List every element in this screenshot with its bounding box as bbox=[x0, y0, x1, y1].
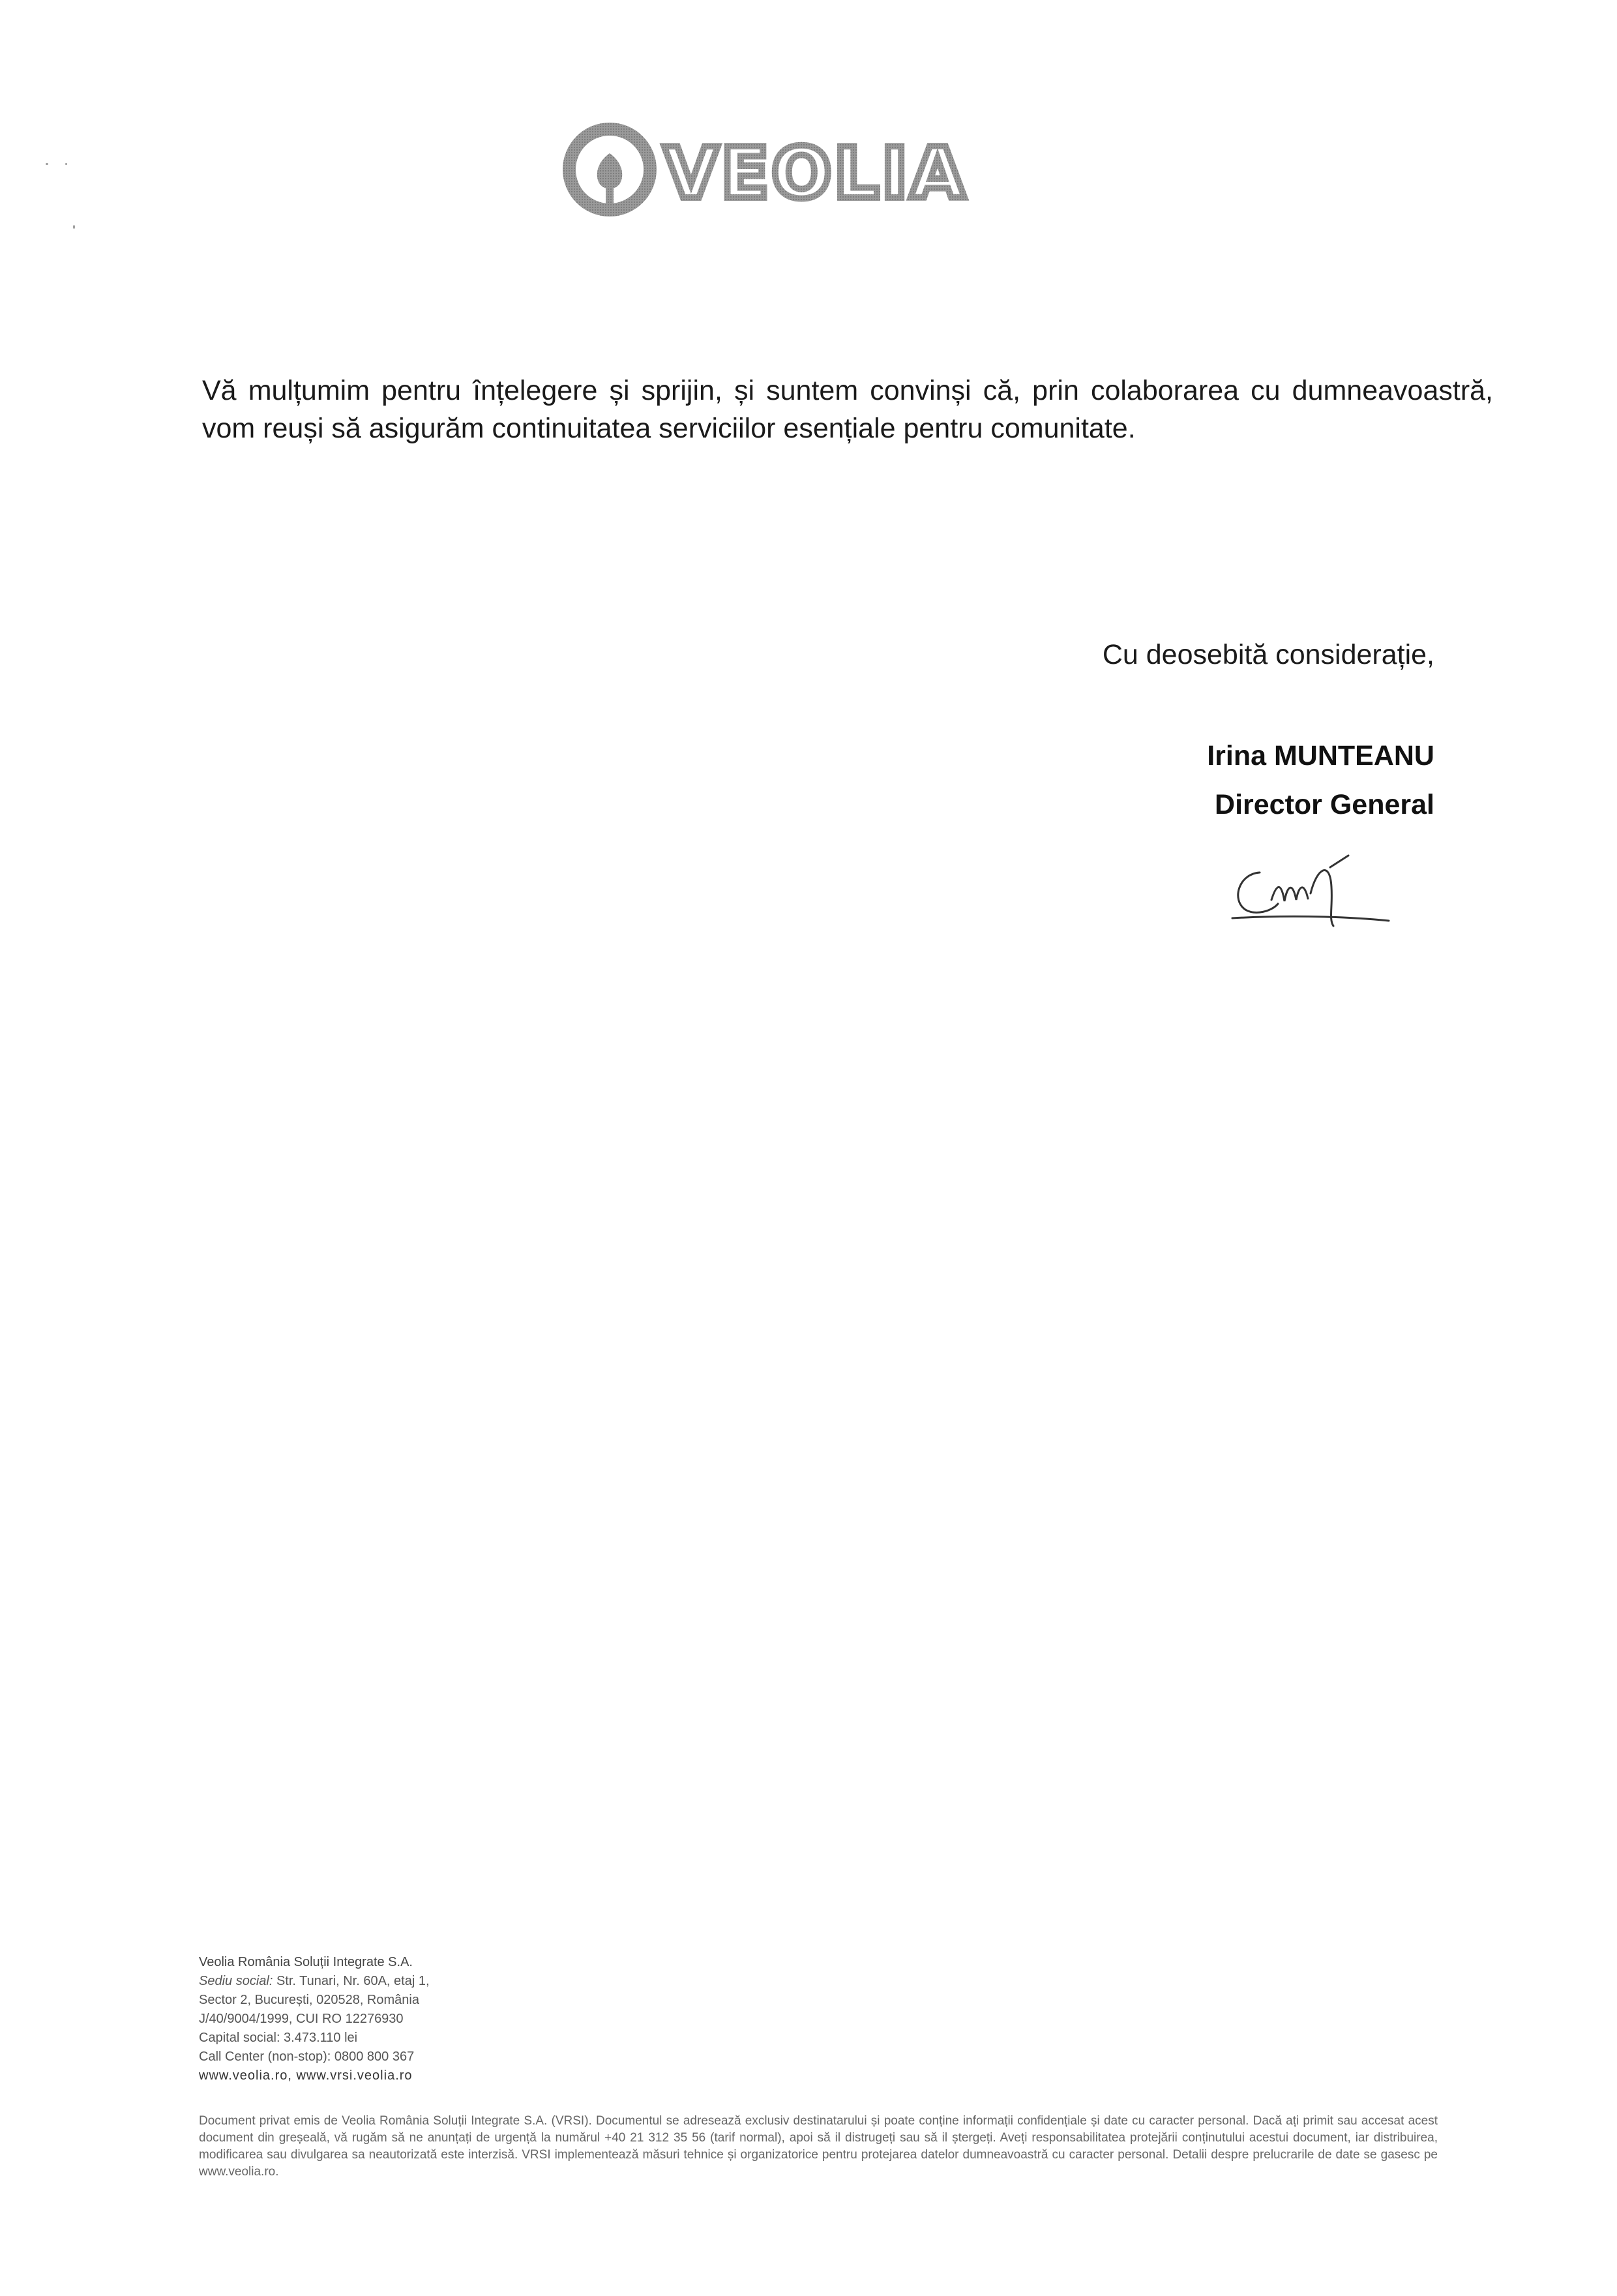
company-name: Veolia România Soluții Integrate S.A. bbox=[199, 1955, 413, 1969]
privacy-disclaimer: Document privat emis de Veolia România Soluții Integrate S.A. (VRSI). Documentul se adresează exclusiv destinatarului și poate conține informații confidențiale și date cu caracter personal. Dacă ați primit sau accesat acest document din greșeală, vă rugăm să ne anunțați de urgență la numărul +40 21 312 35 56 (tarif normal), apoi să il distrugeți sau să il ștergeți. Aveți responsabilitatea protejării conținutului acestui document, iar distribuirea, modificarea sau divulgarea sa neautorizată este interzisă. VRSI implementează măsuri tehnice și organizatorice pentru protejarea datelor dumneavoastră cu caracter personal. Detalii despre prelucrarile de date se gasesc pe www.veolia.ro. bbox=[199, 2114, 1438, 2179]
seat-address-line-2: Sector 2, București, 020528, România bbox=[199, 1993, 419, 2007]
svg-text:VEOLIA: VEOLIA bbox=[664, 133, 968, 215]
signer-title: Director General bbox=[1215, 789, 1434, 820]
veolia-drop-circle-icon bbox=[561, 121, 978, 218]
letter-paragraph: Vă mulțumim pentru înțelegere și sprijin, și suntem convinși că, prin colaborarea cu dumneavoastră, vom reuși să asigurăm continuitatea serviciilor esențiale pentru comunitate. bbox=[202, 375, 1493, 444]
company-registration: J/40/9004/1999, CUI RO 12276930 bbox=[199, 2012, 404, 2026]
seat-label: Sediu social: bbox=[199, 1974, 273, 1988]
call-center: Call Center (non-stop): 0800 800 367 bbox=[199, 2050, 415, 2064]
scan-speck bbox=[65, 163, 67, 165]
company-info-block bbox=[199, 1953, 430, 2085]
company-websites[interactable]: www.veolia.ro, www.vrsi.veolia.ro bbox=[199, 2068, 413, 2083]
veolia-logo bbox=[561, 121, 978, 218]
signer-name: Irina MUNTEANU bbox=[1207, 740, 1434, 771]
company-seat bbox=[199, 1972, 430, 1991]
closing-salutation: Cu deosebită considerație, bbox=[1102, 639, 1434, 670]
company-capital: Capital social: 3.473.110 lei bbox=[199, 2031, 358, 2045]
scan-speck bbox=[73, 225, 75, 229]
seat-address-line-1: Str. Tunari, Nr. 60A, etaj 1, bbox=[276, 1974, 430, 1988]
scan-speck bbox=[46, 163, 48, 165]
handwritten-signature bbox=[1219, 848, 1415, 932]
